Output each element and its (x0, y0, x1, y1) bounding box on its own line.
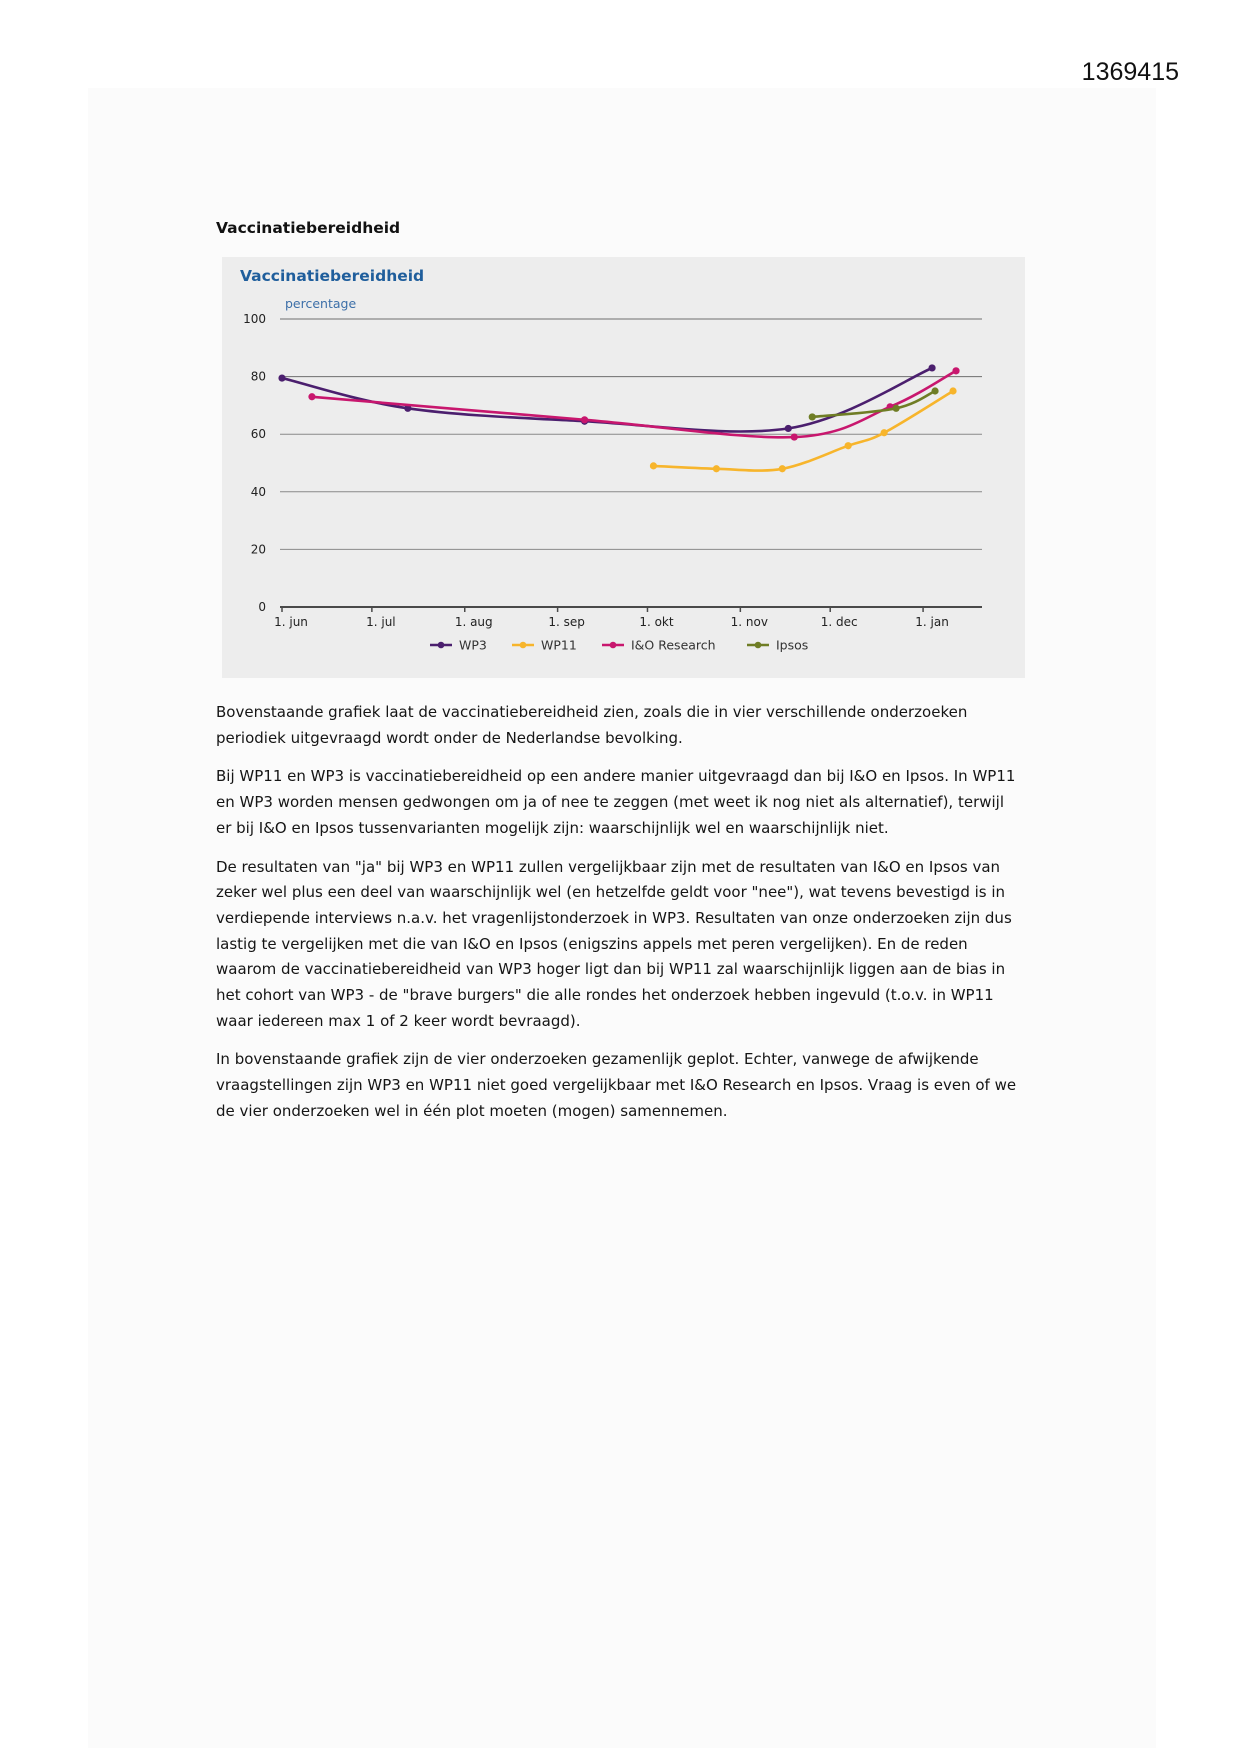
data-point-wp3 (928, 364, 935, 371)
legend-label-ipsos: Ipsos (776, 637, 809, 653)
document-number: 1369415 (1081, 58, 1179, 86)
x-tick-label: 1. aug (454, 615, 493, 629)
chart-title: Vaccinatiebereidheid (240, 267, 425, 285)
legend-marker-ipsos (755, 642, 762, 649)
data-point-wp3 (278, 374, 285, 381)
x-tick-label: 1. nov (730, 615, 768, 629)
legend-label-wp11: WP11 (541, 637, 577, 653)
x-tick-label: 1. dec (820, 615, 858, 629)
vaccination-chart (222, 257, 1025, 678)
data-point-wp11 (949, 387, 956, 394)
x-tick-label: 1. sep (548, 615, 585, 629)
data-point-wp3 (785, 425, 792, 432)
data-point-wp11 (845, 442, 852, 449)
data-point-ipsos (809, 413, 816, 420)
data-point-ipsos (931, 387, 938, 394)
data-point-i-o-research (581, 416, 588, 423)
chart-y-axis-label: percentage (285, 296, 357, 311)
paragraph: Bovenstaande grafiek laat de vaccinatiebereidheid zien, zoals die in vier verschillende onderzoeken periodiek uitgevraagd wordt onder de Nederlandse bevolking. (216, 703, 968, 747)
y-tick-label: 0 (258, 600, 266, 614)
x-tick-label: 1. jun (274, 615, 308, 629)
data-point-wp11 (650, 462, 657, 469)
y-tick-label: 40 (250, 484, 266, 499)
y-tick-label: 60 (250, 427, 266, 442)
x-tick-label: 1. jul (366, 615, 396, 629)
legend-marker-wp3 (438, 642, 445, 649)
body-text (216, 700, 1021, 1138)
paragraph: De resultaten van "ja" bij WP3 en WP11 zullen vergelijkbaar zijn met de resultaten van I&O en Ipsos van zeker wel plus een deel van waarschijnlijk wel (en hetzelfde geldt voor "nee"), wat tevens bevestigd is in verdiepende interviews n.a.v. het vragenlijstonderzoek in WP3. Resultaten van onze onderzoeken zijn dus lastig te vergelijken met die van I&O en Ipsos (enigszins appels met peren vergelijken). En de reden waarom de vaccinatiebereidheid van WP3 hoger ligt dan bij WP11 zal waarschijnlijk liggen aan de bias in het cohort van WP3 - de "brave burgers" die alle rondes het onderzoek hebben ingevuld (t.o.v. in WP11 waar iedereen max 1 of 2 keer wordt bevraagd). (216, 857, 1012, 1030)
chart-panel (222, 257, 1025, 678)
data-point-i-o-research (952, 367, 959, 374)
data-point-i-o-research (791, 433, 798, 440)
data-point-wp11 (713, 465, 720, 472)
y-tick-label: 100 (243, 312, 266, 326)
y-tick-label: 20 (250, 542, 266, 557)
data-point-wp11 (881, 429, 888, 436)
x-tick-label: 1. okt (639, 615, 674, 629)
section-heading: Vaccinatiebereidheid (216, 219, 401, 237)
data-point-i-o-research (308, 393, 315, 400)
data-point-wp11 (779, 465, 786, 472)
data-point-ipsos (893, 405, 900, 412)
legend-marker-i-o-research (610, 642, 617, 649)
legend-marker-wp11 (520, 642, 527, 649)
legend-label-wp3: WP3 (459, 637, 487, 653)
y-tick-label: 80 (250, 369, 266, 384)
paragraph: In bovenstaande grafiek zijn de vier onderzoeken gezamenlijk geplot. Echter, vanwege de afwijkende vraagstellingen zijn WP3 en WP11 niet goed vergelijkbaar met I&O Research en Ipsos. Vraag is even of we de vier onderzoeken wel in één plot moeten (mogen) samennemen. (216, 1050, 1017, 1120)
paragraph: Bij WP11 en WP3 is vaccinatiebereidheid op een andere manier uitgevraagd dan bij I&O en Ipsos. In WP11 en WP3 worden mensen gedwongen om ja of nee te zeggen (met weet ik nog niet als alternatief), terwijl er bij I&O en Ipsos tussenvarianten mogelijk zijn: waarschijnlijk wel en waarschijnlijk niet. (216, 767, 1016, 837)
legend-label-i-o-research: I&O Research (631, 637, 716, 653)
x-tick-label: 1. jan (915, 615, 949, 629)
